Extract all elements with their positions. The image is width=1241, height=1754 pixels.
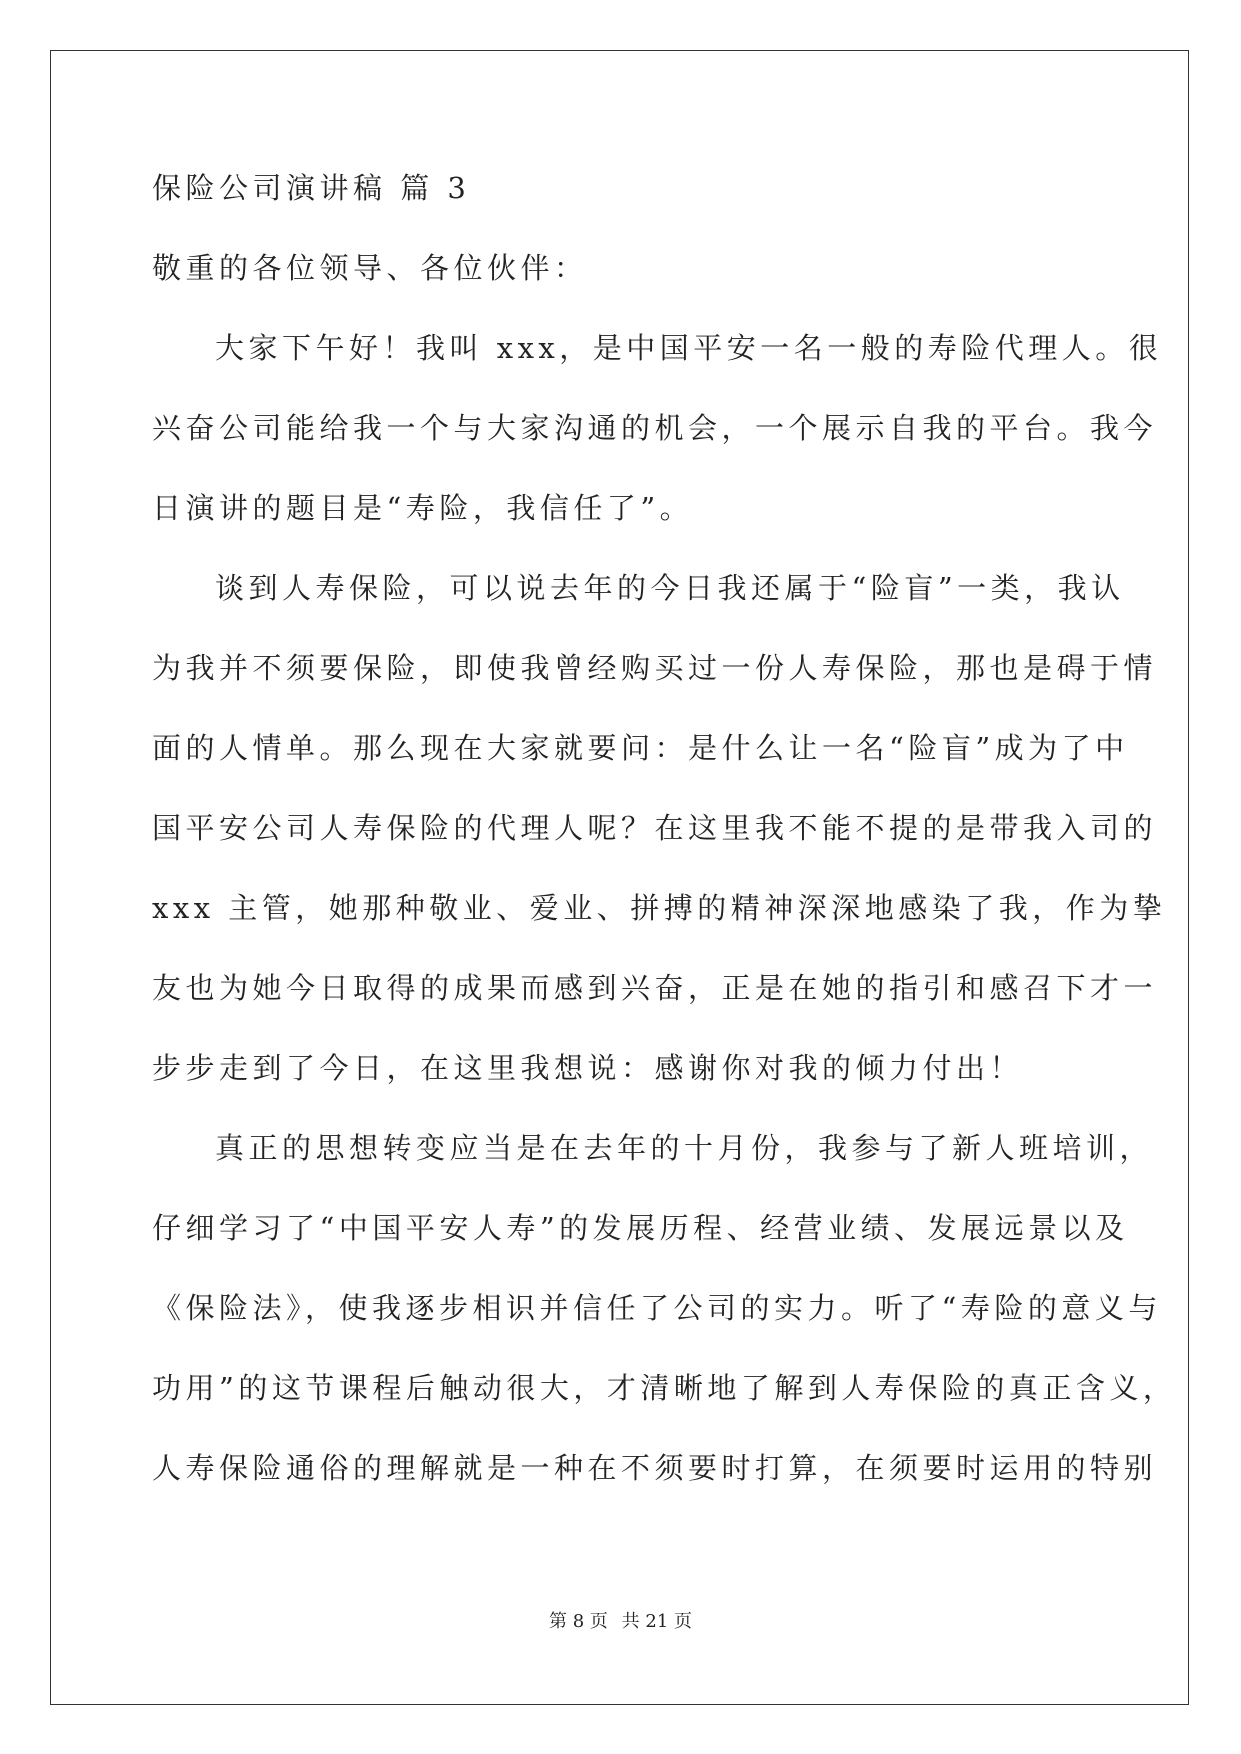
text-line: xxx 主管，她那种敬业、爱业、拼搏的精神深深地感染了我，作为挚 bbox=[152, 891, 1167, 925]
text-line: 为我并不须要保险，即使我曾经购买过一份人寿保险，那也是碍于情 bbox=[152, 651, 1158, 685]
text-line: 仔细学习了“中国平安人寿”的发展历程、经营业绩、发展远景以及 bbox=[152, 1211, 1129, 1245]
text-line: 面的人情单。那么现在大家就要问：是什么让一名“险盲”成为了中 bbox=[152, 731, 1129, 765]
document-title: 保险公司演讲稿 篇 3 bbox=[152, 171, 471, 205]
page-footer bbox=[0, 1610, 1241, 1634]
text-line: 大家下午好！我叫 xxx，是中国平安一名一般的寿险代理人。很 bbox=[215, 331, 1163, 365]
text-line: 国平安公司人寿保险的代理人呢？在这里我不能不提的是带我入司的 bbox=[152, 811, 1158, 845]
text-line: 兴奋公司能给我一个与大家沟通的机会，一个展示自我的平台。我今 bbox=[152, 411, 1158, 445]
salutation: 敬重的各位领导、各位伙伴： bbox=[152, 251, 588, 285]
text-line: 谈到人寿保险，可以说去年的今日我还属于“险盲”一类，我认 bbox=[215, 571, 1125, 605]
text-line: 日演讲的题目是“寿险，我信任了”。 bbox=[152, 491, 694, 525]
text-line: 《保险法》，使我逐步相识并信任了公司的实力。听了“寿险的意义与 bbox=[152, 1291, 1162, 1325]
text-line: 功用”的这节课程后触动很大，才清晰地了解到人寿保险的真正含义， bbox=[152, 1371, 1177, 1405]
text-line: 真正的思想转变应当是在去年的十月份，我参与了新人班培训， bbox=[215, 1131, 1154, 1165]
text-line: 人寿保险通俗的理解就是一种在不须要时打算，在须要时运用的特别 bbox=[152, 1451, 1158, 1485]
text-line: 步步走到了今日，在这里我想说：感谢你对我的倾力付出！ bbox=[152, 1051, 1024, 1085]
page-number: 第 8 页 bbox=[549, 1611, 608, 1632]
page-total: 共 21 页 bbox=[621, 1611, 692, 1632]
text-line: 友也为她今日取得的成果而感到兴奋，正是在她的指引和感召下才一 bbox=[152, 971, 1158, 1005]
